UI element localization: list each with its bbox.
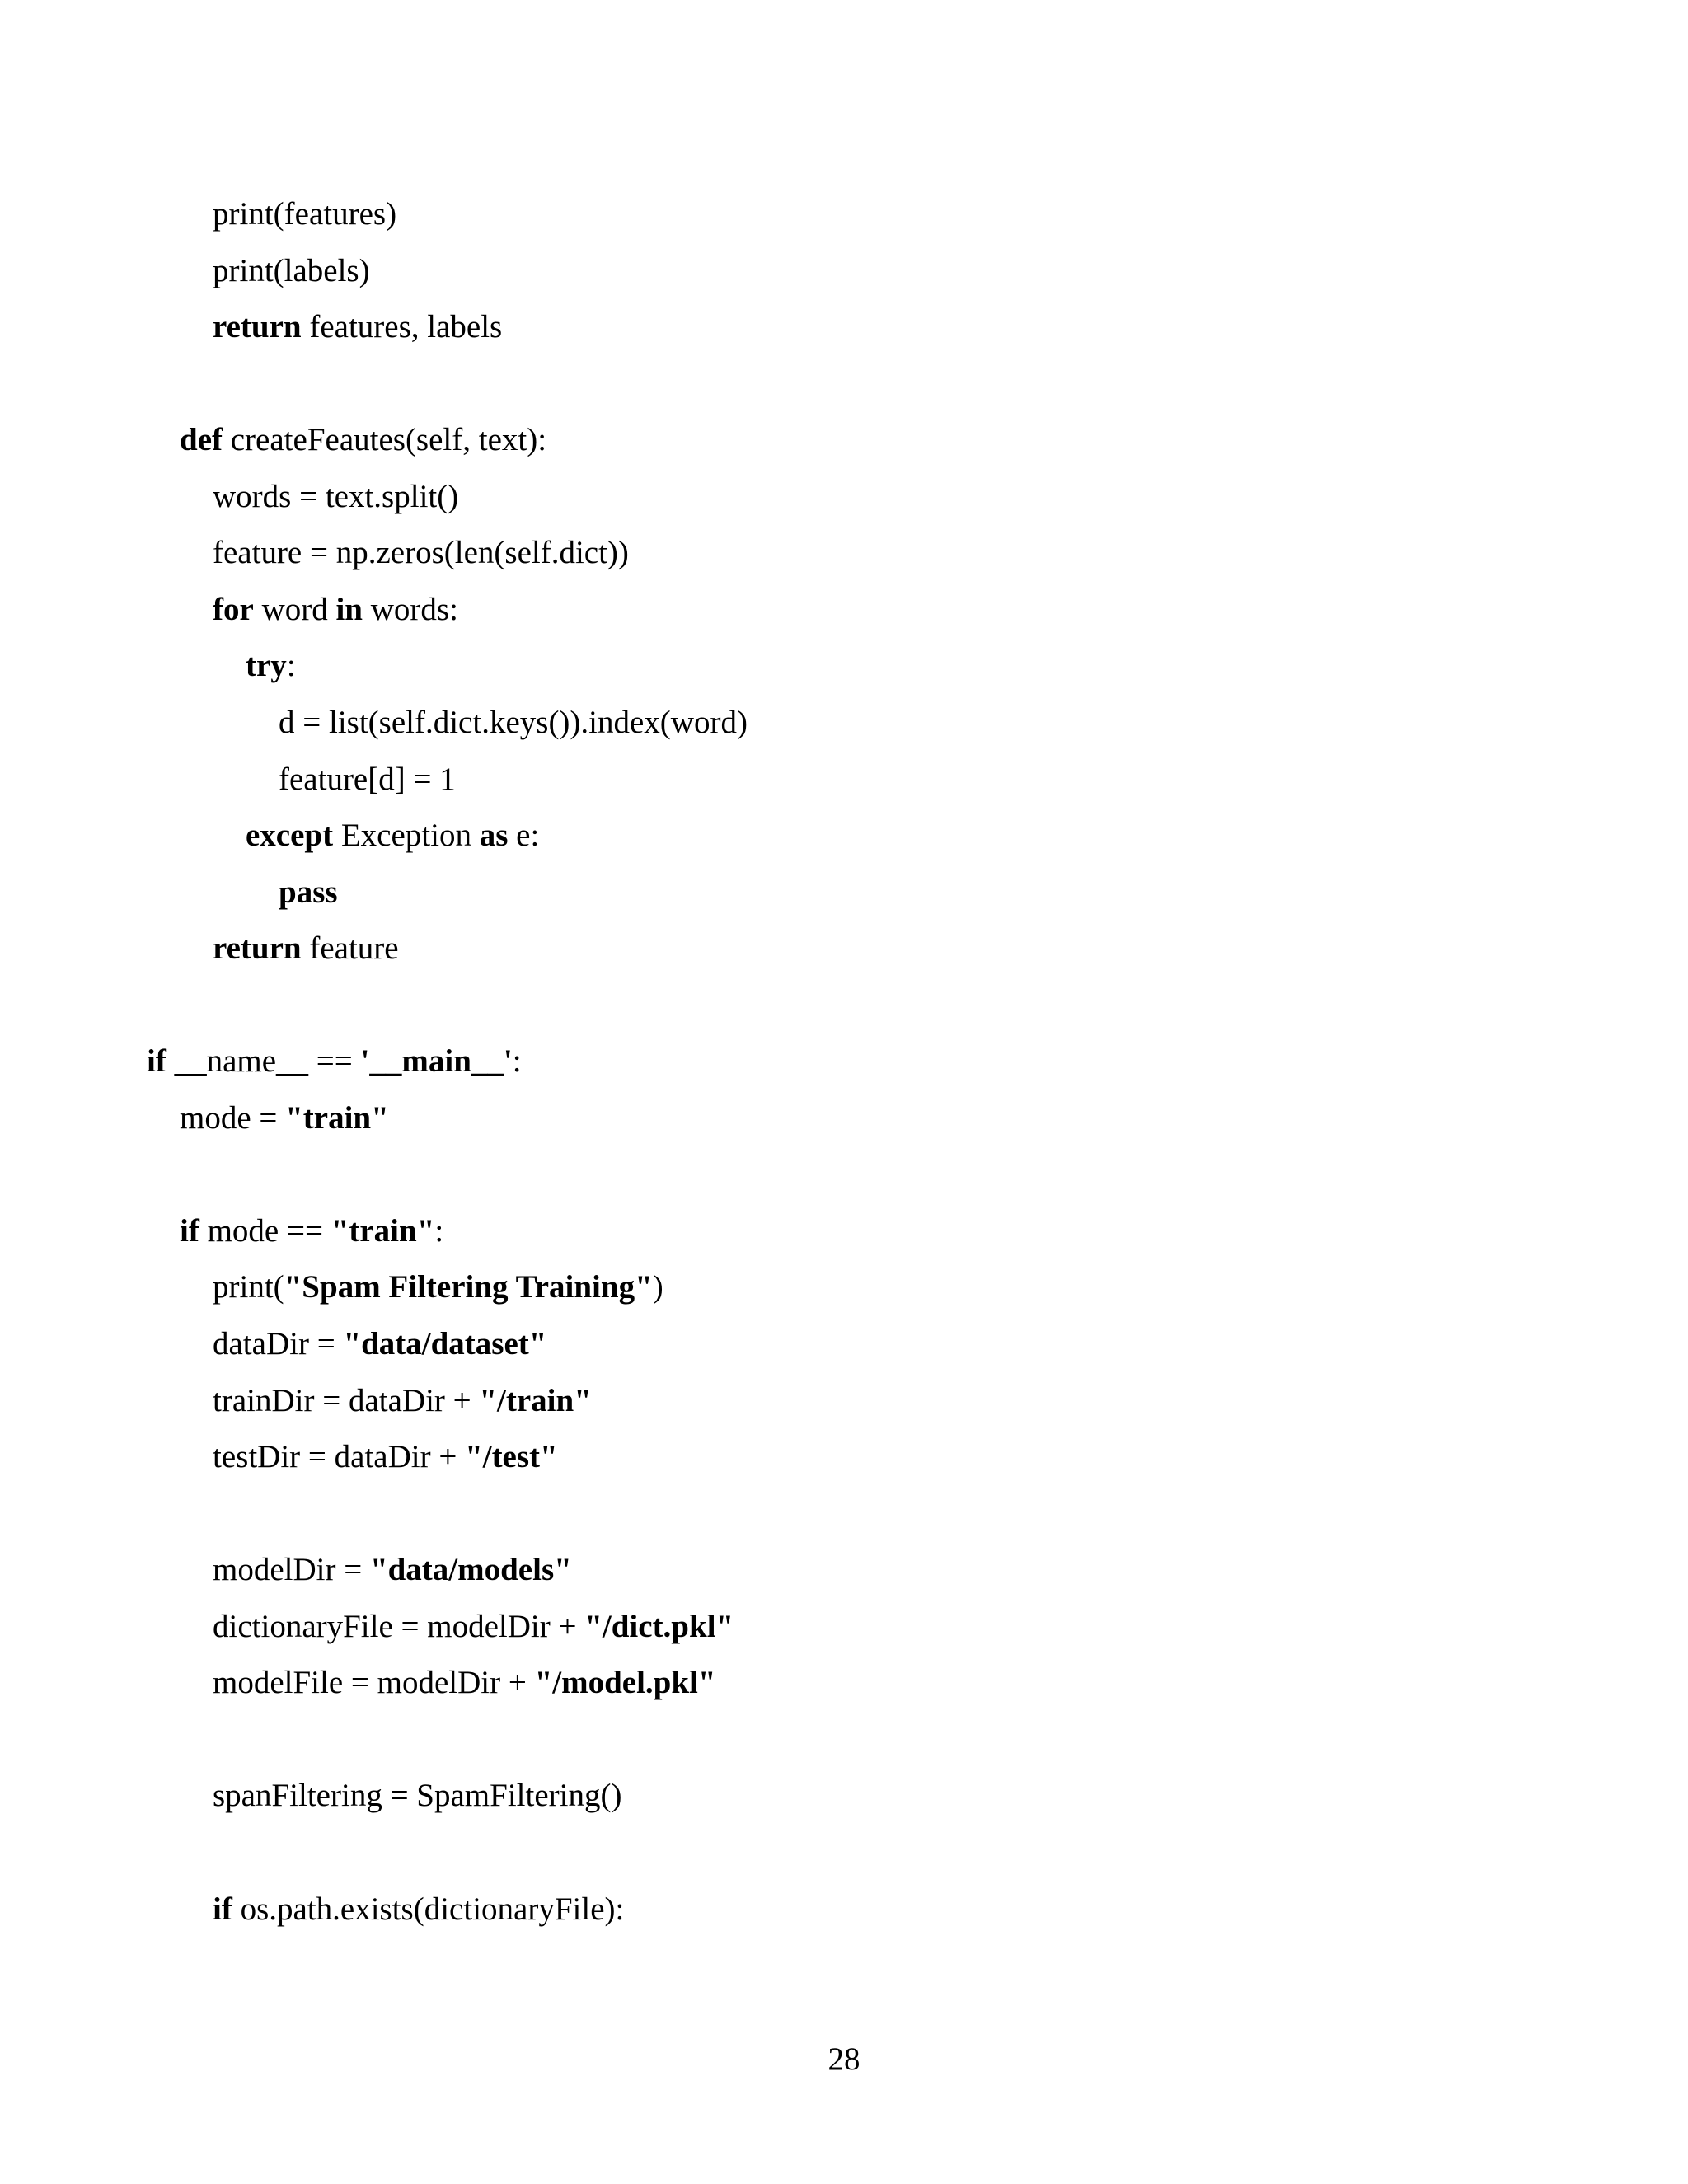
code-string: "data/dataset" <box>343 1326 547 1361</box>
code-text: features, labels <box>301 309 503 344</box>
code-line <box>213 1325 546 1363</box>
code-text: d = list(self.dict.keys()).index(word) <box>279 705 748 740</box>
code-keyword: except <box>246 818 334 853</box>
code-line <box>279 761 456 799</box>
code-text: feature = np.zeros(len(self.dict)) <box>213 535 629 570</box>
code-string: '__main__' <box>360 1043 513 1079</box>
code-line <box>246 647 296 685</box>
code-line <box>180 1212 443 1250</box>
code-line <box>213 1438 558 1476</box>
code-line <box>147 1043 522 1080</box>
code-text: feature <box>301 930 399 966</box>
code-text: words: <box>363 592 458 627</box>
code-line <box>213 1608 734 1646</box>
code-text: mode = <box>180 1100 286 1136</box>
code-text: trainDir = dataDir + <box>213 1383 480 1418</box>
code-text: dataDir = <box>213 1326 344 1361</box>
code-line <box>213 930 399 968</box>
code-string: "Spam Filtering Training" <box>284 1269 653 1305</box>
code-text: os.path.exists(dictionaryFile): <box>232 1891 625 1927</box>
code-line <box>213 308 502 346</box>
code-keyword: return <box>213 309 302 344</box>
code-string: "/test" <box>465 1439 558 1474</box>
code-text: print(features) <box>213 196 397 232</box>
code-string: "train" <box>285 1100 389 1136</box>
code-keyword: if <box>213 1891 232 1927</box>
code-text: : <box>512 1043 522 1079</box>
code-keyword: as <box>479 818 509 853</box>
code-text: modelDir = <box>213 1552 370 1587</box>
code-text: print(labels) <box>213 253 370 288</box>
code-line <box>180 1099 389 1137</box>
code-text: words = text.split() <box>213 479 459 514</box>
code-text: : <box>434 1213 444 1249</box>
code-line <box>279 874 338 912</box>
code-line <box>213 534 629 572</box>
code-text: testDir = dataDir + <box>213 1439 466 1474</box>
code-line <box>213 1382 592 1420</box>
code-line <box>213 252 370 290</box>
code-line <box>246 817 539 855</box>
code-text: word <box>253 592 336 627</box>
code-text: mode == <box>199 1213 331 1249</box>
code-line <box>180 421 546 459</box>
code-line <box>213 1777 621 1815</box>
code-line <box>213 591 458 629</box>
code-text: feature[d] = 1 <box>279 762 456 797</box>
page-number: 28 <box>828 2041 860 2077</box>
code-string: "train" <box>331 1213 435 1249</box>
code-keyword: return <box>213 930 302 966</box>
code-line <box>213 1891 624 1929</box>
code-string: "/model.pkl" <box>534 1665 716 1700</box>
code-keyword: if <box>147 1043 166 1079</box>
code-text: spanFiltering = SpamFiltering() <box>213 1778 622 1813</box>
code-text: ) <box>652 1269 663 1305</box>
code-text: createFeautes(self, text): <box>223 422 547 457</box>
code-string: "/dict.pkl" <box>584 1609 734 1644</box>
code-keyword: in <box>335 592 363 627</box>
code-line <box>213 1664 716 1702</box>
code-keyword: for <box>213 592 254 627</box>
code-text: dictionaryFile = modelDir + <box>213 1609 585 1644</box>
code-line <box>213 195 396 233</box>
code-line <box>213 1551 572 1589</box>
code-text: modelFile = modelDir + <box>213 1665 535 1700</box>
code-text: print( <box>213 1269 284 1305</box>
code-keyword: try <box>246 648 287 683</box>
code-text: Exception <box>333 818 480 853</box>
code-line <box>279 704 748 742</box>
code-line <box>213 1268 663 1306</box>
code-text: __name__ == <box>166 1043 361 1079</box>
code-text: e: <box>508 818 540 853</box>
code-keyword: if <box>180 1213 199 1249</box>
code-text: : <box>286 648 296 683</box>
code-string: "data/models" <box>369 1552 572 1587</box>
code-line <box>213 478 458 516</box>
code-keyword: def <box>180 422 223 457</box>
code-keyword: pass <box>279 874 338 910</box>
code-string: "/train" <box>479 1383 592 1418</box>
